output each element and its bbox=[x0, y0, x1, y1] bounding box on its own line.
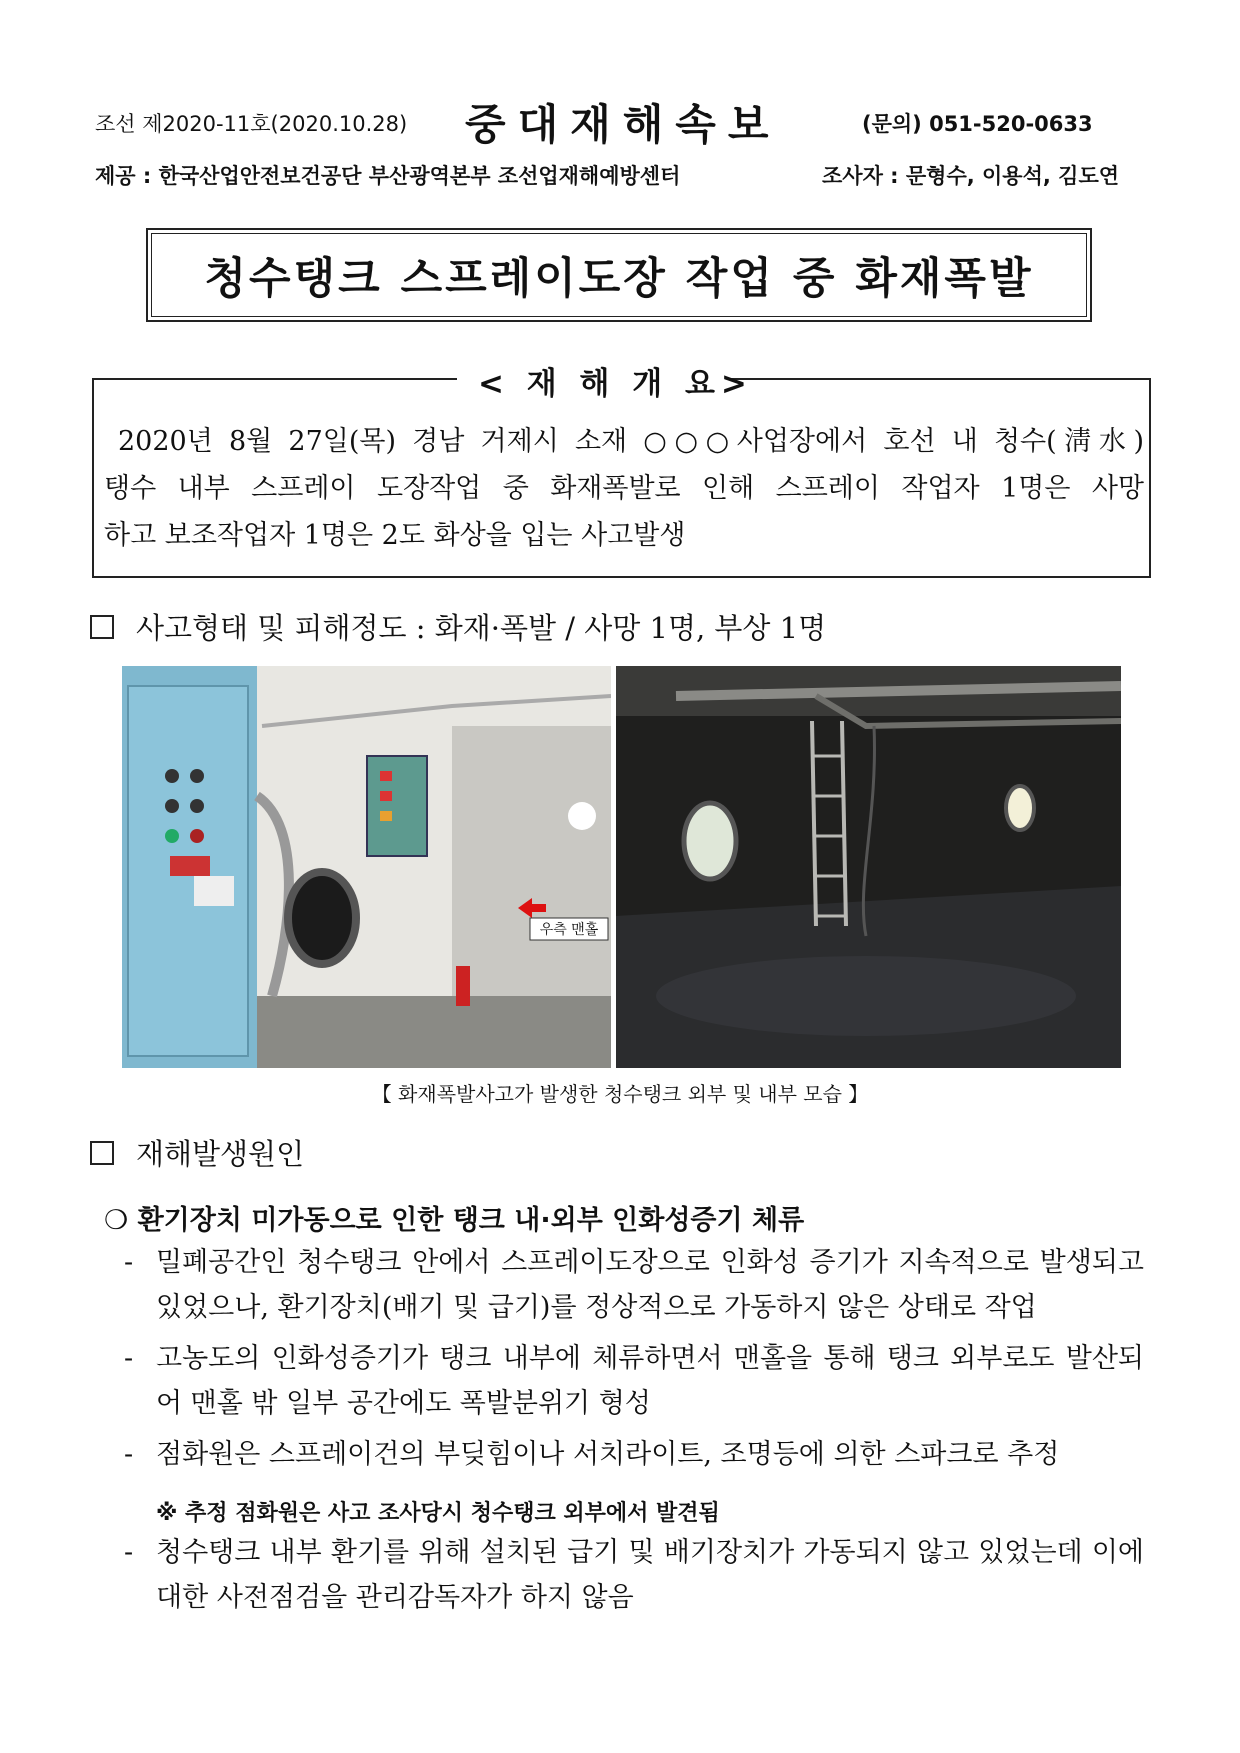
overview-text bbox=[104, 418, 1144, 559]
main-title: 청수탱크 스프레이도장 작업 중 화재폭발 bbox=[151, 233, 1087, 317]
dash-marker: - bbox=[124, 1343, 134, 1374]
ignition-note: ※ 추정 점화원은 사고 조사당시 청수탱크 외부에서 발견됨 bbox=[156, 1501, 720, 1526]
bulletin-title: 중대재해속보 bbox=[465, 100, 781, 149]
cause-item-3-text: 점화원은 스프레이건의 부딪힘이나 서치라이트, 조명등에 의한 스파크로 추정 bbox=[156, 1439, 1060, 1470]
checkbox-square-icon bbox=[90, 615, 114, 639]
photo-tank-interior bbox=[616, 666, 1121, 1068]
dash-marker: - bbox=[124, 1537, 134, 1568]
contact-number: (문의) 051-520-0633 bbox=[862, 112, 1093, 136]
checkbox-square-icon bbox=[90, 1141, 114, 1165]
overview-top-rule-left bbox=[92, 378, 457, 380]
section-accident-type bbox=[90, 606, 826, 647]
document-number: 조선 제2020-11호(2020.10.28) bbox=[95, 112, 408, 136]
overview-line-2: 탱수 내부 스프레이 도장작업 중 화재폭발로 인해 스프레이 작업자 1명은 사망 bbox=[104, 473, 1144, 504]
overview-top-rule-right bbox=[728, 378, 1151, 380]
cause-item-1 bbox=[124, 1240, 1144, 1330]
overview-label: < 재 해 개 요> bbox=[478, 366, 753, 402]
dash-marker: - bbox=[124, 1439, 134, 1470]
photo-caption: 【 화재폭발사고가 발생한 청수탱크 외부 및 내부 모습 】 bbox=[371, 1082, 869, 1106]
overview-line-3: 하고 보조작업자 1명은 2도 화상을 입는 사고발생 bbox=[104, 520, 686, 551]
provider-line: 제공 : 한국산업안전보건공단 부산광역본부 조선업재해예방센터 bbox=[95, 164, 681, 188]
main-title-box bbox=[146, 228, 1092, 322]
section-cause-text: 재해발생원인 bbox=[136, 1137, 305, 1171]
cause-item-4-text: 청수탱크 내부 환기를 위해 설치된 급기 및 배기장치가 가동되지 않고 있었는데 이에 대한 사전점검을 관리감독자가 하지 않음 bbox=[156, 1537, 1144, 1613]
photo-tank-exterior bbox=[122, 666, 611, 1068]
dash-marker: - bbox=[124, 1247, 134, 1278]
section-accident-type-text: 사고형태 및 피해정도 : 화재·폭발 / 사망 1명, 부상 1명 bbox=[136, 611, 827, 645]
cause-item-3 bbox=[124, 1432, 1144, 1477]
cause-heading: ❍ 환기장치 미가동으로 인한 탱크 내·외부 인화성증기 체류 bbox=[104, 1205, 805, 1236]
cause-item-1-text: 밀폐공간인 청수탱크 안에서 스프레이도장으로 인화성 증기가 지속적으로 발생되고 있었으나, 환기장치(배기 및 급기)를 정상적으로 가동하지 않은 상태로 작업 bbox=[156, 1247, 1144, 1323]
investigators-line: 조사자 : 문형수, 이용석, 김도연 bbox=[822, 164, 1120, 188]
cause-item-2 bbox=[124, 1336, 1144, 1426]
section-cause bbox=[90, 1132, 304, 1173]
overview-line-1: 2020년 8월 27일(목) 경남 거제시 소재 ○○○사업장에서 호선 내 청수(淸水) bbox=[118, 426, 1144, 457]
cause-item-4 bbox=[124, 1530, 1144, 1620]
cause-item-2-text: 고농도의 인화성증기가 탱크 내부에 체류하면서 맨홀을 통해 탱크 외부로도 발산되어 맨홀 밖 일부 공간에도 폭발분위기 형성 bbox=[156, 1343, 1144, 1419]
arrow-label: 우측 맨홀 bbox=[539, 922, 599, 938]
